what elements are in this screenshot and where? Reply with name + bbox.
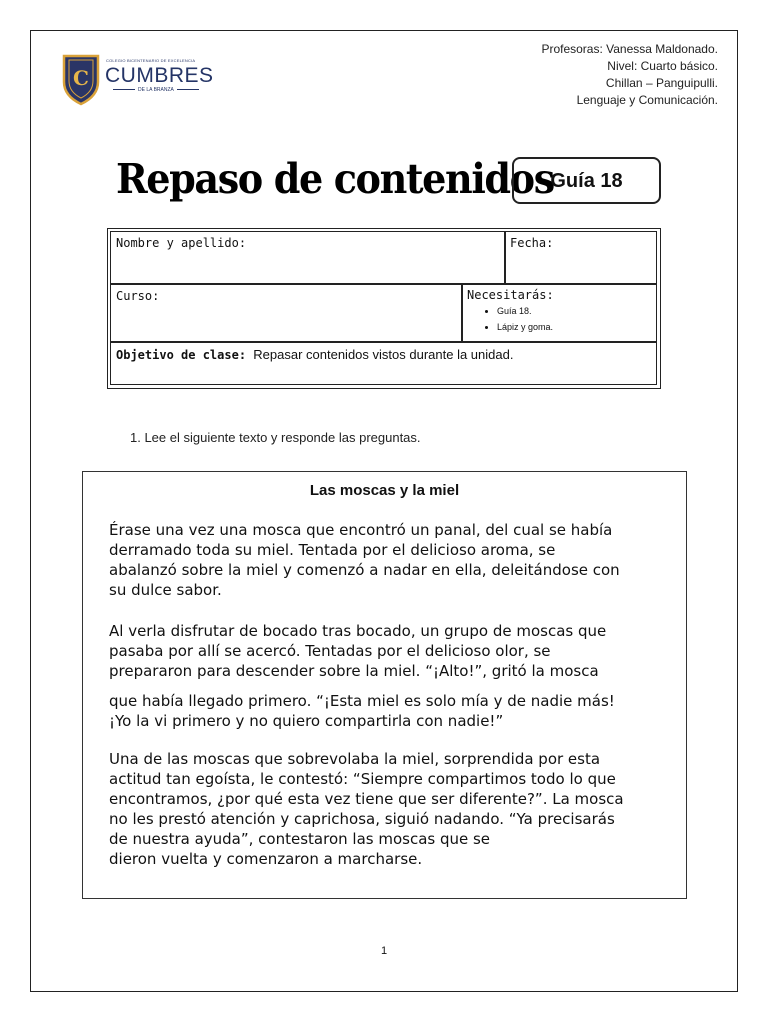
text-line: dieron vuelta y comenzaron a marcharse. bbox=[109, 850, 423, 868]
course-field[interactable] bbox=[110, 284, 463, 342]
text-line: actitud tan egoísta, le contestó: “Siempre compartimos todo lo que bbox=[109, 770, 616, 788]
guide-badge: Guía 18 bbox=[512, 157, 661, 204]
paragraph-3 bbox=[109, 691, 659, 731]
text-line: derramado toda su miel. Tentada por el delicioso aroma, se bbox=[109, 541, 556, 559]
text-line: Una de las moscas que sobrevolaba la miel, sorprendida por esta bbox=[109, 750, 601, 768]
instruction: 1. Lee el siguiente texto y responde las preguntas. bbox=[130, 430, 421, 445]
text-line: que había llegado primero. “¡Esta miel es solo mía y de nadie más! bbox=[109, 692, 615, 710]
needs-item: • Lápiz y goma. bbox=[497, 319, 651, 335]
header-place: Chillan – Panguipulli. bbox=[605, 76, 718, 90]
objective-label: Objetivo de clase: bbox=[116, 348, 247, 362]
reading-title: Las moscas y la miel bbox=[309, 482, 460, 499]
needs-cell bbox=[461, 284, 657, 342]
text-line: de nuestra ayuda”, contestaron las moscas que se bbox=[109, 830, 491, 848]
text-line: ¡Yo la vi primero y no quiero compartirla con nadie!” bbox=[109, 712, 504, 730]
date-field[interactable] bbox=[504, 231, 657, 284]
header-subject: Lenguaje y Comunicación. bbox=[576, 93, 718, 107]
text-line: su dulce sabor. bbox=[109, 581, 222, 599]
text-line: Érase una vez una mosca que encontró un panal, del cual se había bbox=[109, 521, 613, 539]
text-line: pasaba por allí se acercó. Tentadas por el delicioso olor, se bbox=[109, 642, 551, 660]
name-field[interactable] bbox=[110, 231, 506, 284]
reading-box bbox=[82, 471, 687, 899]
logo-sub: DE LA BRANZA bbox=[110, 87, 202, 93]
text-line: no les prestó atención y caprichosa, siguió nadando. “Ya precisarás bbox=[109, 810, 615, 828]
page-number: 1 bbox=[380, 945, 388, 957]
page-title: Repaso de contenidos bbox=[116, 155, 554, 203]
header-level: Nivel: Cuarto básico. bbox=[607, 59, 718, 73]
name-label: Nombre y apellido: bbox=[116, 236, 247, 250]
info-table bbox=[107, 228, 661, 389]
logo-school-line: COLEGIO BICENTENARIO DE EXCELENCIA bbox=[106, 58, 196, 63]
logo-name: CUMBRES bbox=[105, 64, 214, 87]
text-line: prepararon para descender sobre la miel. “¡Alto!”, gritó la mosca bbox=[109, 662, 599, 680]
objective-text: Repasar contenidos vistos durante la unidad. bbox=[253, 347, 514, 362]
text-line: encontramos, ¿por qué esta vez tiene que ser diferente?”. La mosca bbox=[109, 790, 624, 808]
paragraph-4 bbox=[109, 749, 659, 869]
paragraph-2 bbox=[109, 621, 659, 681]
text-line: abalanzó sobre la miel y comenzó a nadar en ella, deleitándose con bbox=[109, 561, 620, 579]
needs-item: • Guía 18. bbox=[497, 303, 651, 319]
course-label: Curso: bbox=[116, 289, 160, 303]
needs-label: Necesitarás: bbox=[467, 288, 554, 302]
text-line: Al verla disfrutar de bocado tras bocado, un grupo de moscas que bbox=[109, 622, 607, 640]
objective-cell bbox=[110, 342, 657, 385]
needs-list bbox=[467, 303, 651, 335]
school-logo bbox=[62, 52, 222, 108]
paragraph-1 bbox=[109, 520, 659, 600]
shield-icon bbox=[62, 52, 100, 106]
header-teachers: Profesoras: Vanessa Maldonado. bbox=[541, 42, 718, 56]
date-label: Fecha: bbox=[510, 236, 554, 250]
header-info bbox=[541, 41, 718, 109]
svg-text:C: C bbox=[73, 66, 89, 90]
